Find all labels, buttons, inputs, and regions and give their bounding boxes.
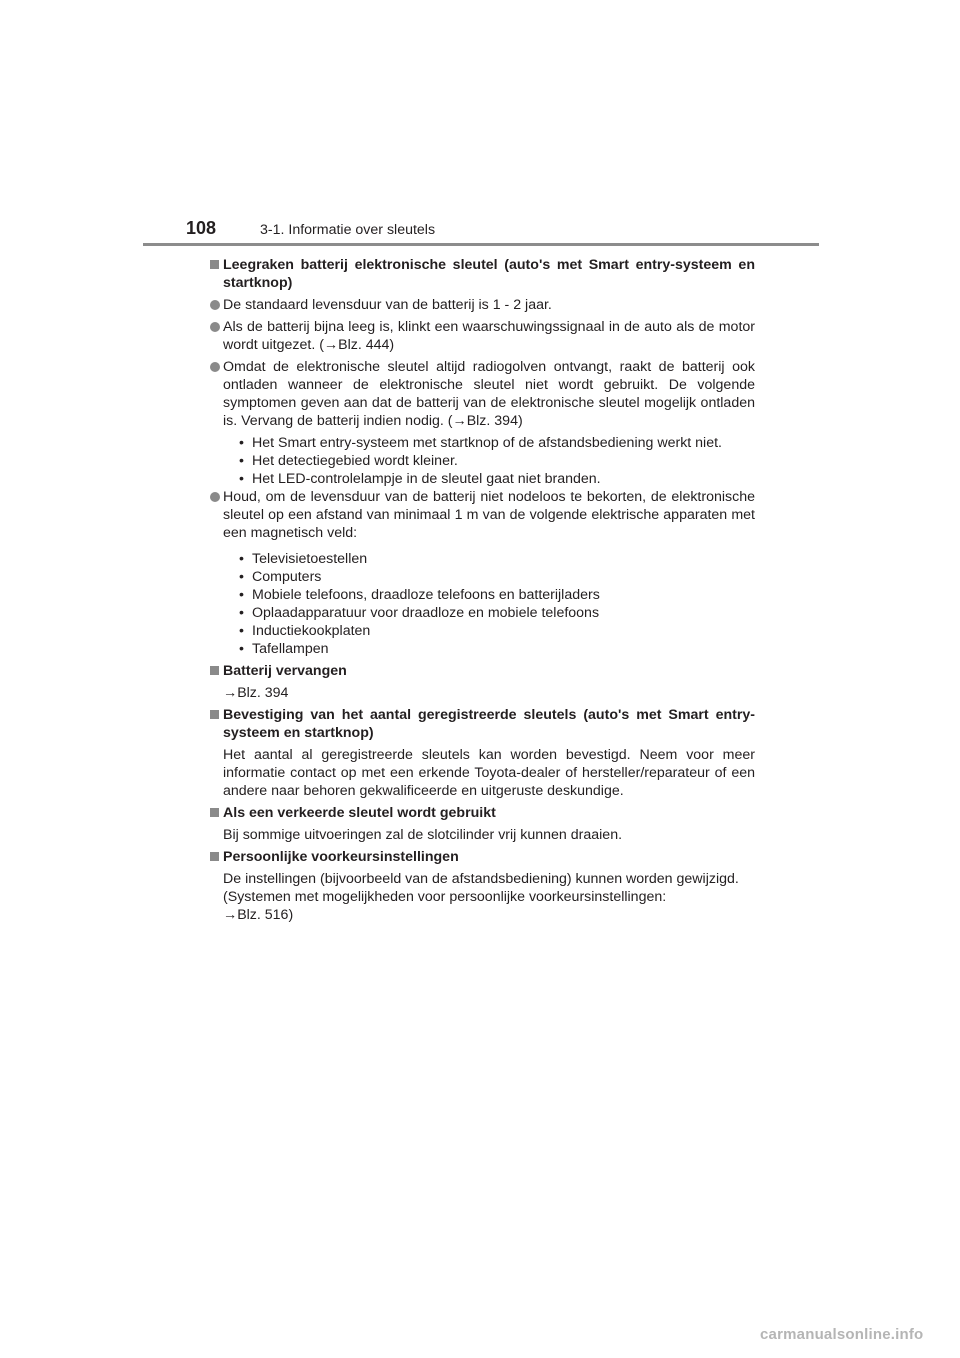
personal-text-line: De instellingen (bijvoorbeeld van de afstandsbediening) kunnen worden gewijzigd. [223,871,739,887]
personal-text-line: →Blz. 516) [223,907,294,923]
list-item: • Tafellampen [239,640,755,658]
section-battery-drain-title: Leegraken batterij elektronische sleutel (auto's met Smart entry-systeem en startknop) [210,256,755,292]
circle-bullet-icon [210,322,220,332]
key-count-text: Het aantal al geregistreerde sleutels kan worden bevestigd. Neem voor meer informatie contact op met een erkende Toyota-dealer of hersteller/reparateur of een andere naar behoren gekwalificeerde en uitgeruste deskundige. [223,747,755,799]
bullet-magnetic-field: Houd, om de levensduur van de batterij niet nodeloos te bekorten, de elektronische sleutel op een afstand van minimaal 1 m van de volgende elektrische apparaten met een magnetisch veld: [210,488,755,542]
page-content [210,256,755,924]
square-bullet-icon [210,260,219,269]
section-wrong-key-title: Als een verkeerde sleutel wordt gebruikt [210,804,755,822]
battery-replace-reference: →Blz. 394 [223,685,289,701]
personal-text [210,870,755,924]
section-personal-title: Persoonlijke voorkeursinstellingen [210,848,755,866]
list-item: • Het detectiegebied wordt kleiner. [239,452,755,470]
list-item: • Televisietoestellen [239,550,755,568]
square-bullet-icon [210,666,219,675]
list-item: • Computers [239,568,755,586]
wrong-key-text: Bij sommige uitvoeringen zal de slotcilinder vrij kunnen draaien. [223,827,623,843]
section-battery-replace-title: Batterij vervangen [210,662,755,680]
bullet-lifetime: De standaard levensduur van de batterij is 1 - 2 jaar. [210,296,755,314]
watermark-text: carmanualsonline.info [760,1326,924,1343]
device-list [239,550,755,658]
bullet-radio-waves: Omdat de elektronische sleutel altijd radiogolven ontvangt, raakt de batterij ook ontladen wanneer de elektronische sleutel niet wordt gebruikt. De volgende symptomen geven aan dat de batterij van de elektronische sleutel mogelijk ontladen is. Vervang de batterij indien nodig. (→Blz. 394) [210,358,755,430]
header-rule [143,243,819,246]
page-number: 108 [186,218,217,238]
chapter-title: 3-1. Informatie over sleutels [260,222,436,238]
square-bullet-icon [210,852,219,861]
watermark [760,1321,955,1349]
circle-bullet-icon [210,362,220,372]
list-item: • Mobiele telefoons, draadloze telefoons en batterijladers [239,586,755,604]
list-item: • Inductiekookplaten [239,622,755,640]
square-bullet-icon [210,710,219,719]
circle-bullet-icon [210,492,220,502]
circle-bullet-icon [210,300,220,310]
list-item: • Het Smart entry-systeem met startknop of de afstandsbediening werkt niet. [239,434,755,452]
list-item: • Het LED-controlelampje in de sleutel gaat niet branden. [239,470,755,488]
personal-text-line: (Systemen met mogelijkheden voor persoonlijke voorkeursinstellingen: [223,889,667,905]
list-item: • Oplaadapparatuur voor draadloze en mobiele telefoons [239,604,755,622]
symptom-list [239,434,755,488]
section-key-count-title: Bevestiging van het aantal geregistreerde sleutels (auto's met Smart entry-systeem en startknop) [210,706,755,742]
bullet-warning-signal: Als de batterij bijna leeg is, klinkt een waarschuwingssignaal in de auto als de motor wordt uitgezet. (→Blz. 444) [210,318,755,354]
square-bullet-icon [210,808,219,817]
